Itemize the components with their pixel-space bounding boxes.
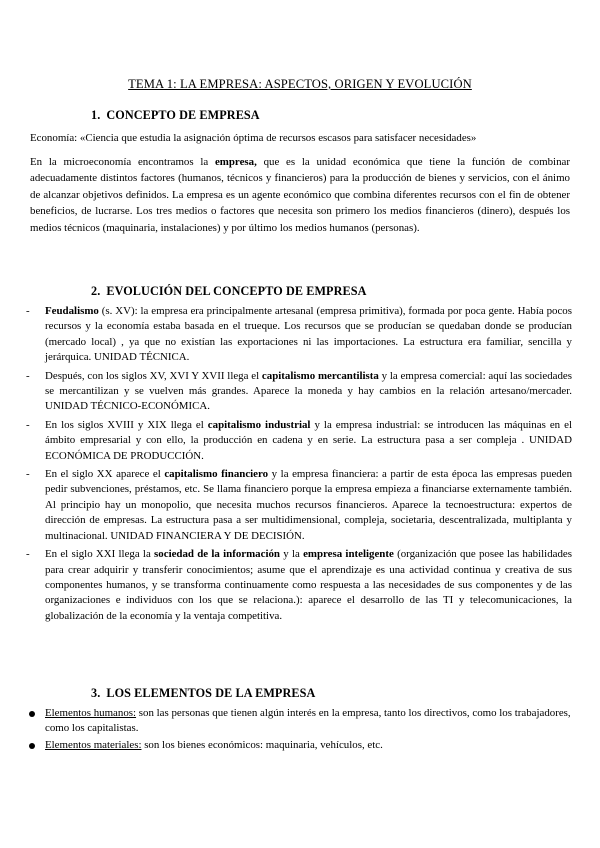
bullet-item-materiales [30, 738, 572, 753]
dash-marker: - [26, 369, 30, 382]
section-2-heading [91, 284, 367, 299]
bold-term: empresa inteligente [303, 548, 394, 561]
bold-term: capitalismo financiero [164, 468, 269, 481]
text-run: que es la unidad económica que tiene la función de combinar adecuadamente distintos factores (humanos, técnicos y financieros) para la producción de bienes y servicios, con el ánimo de alcanzar objetivos definidos. La empresa es un agente económico que combina diferentes recursos con el fin de obtener beneficios, de lucrarse. Los tres medios o factores que necesita son primero los medios financieros (dinero), después los medios técnicos (maquinaria, instalaciones) y por último los medios humanos (personas). [30, 156, 570, 234]
section-3-number: 3. [91, 686, 101, 700]
text-run: y la [279, 548, 304, 561]
elements-list [30, 706, 572, 753]
list-item-feudalismo [26, 304, 572, 366]
text-run: (organización que posee las habilidades para crear adquirir y transferir conocimientos; asume que el aprendizaje es una actividad continua y creativa de sus componentes humanos, y se transforma continuamente como respuesta a las necesidades de sus componentes y de las organizaciones e individuos con los que se relaciona.): aparece el desarrollo de las TI y telecomunicaciones, la globalización de la economía y la ventaja competitiva. [45, 548, 572, 622]
text-run: En los siglos XVIII y XIX llega el [45, 418, 208, 431]
list-item-industrial [26, 418, 572, 464]
text-run: son los bienes económicos: maquinaria, vehículos, etc. [141, 738, 383, 751]
text-run: En el siglo XXI llega la [45, 548, 155, 561]
dash-marker: - [26, 468, 30, 481]
section-3-title: LOS ELEMENTOS DE LA EMPRESA [106, 686, 316, 700]
list-item-sociedad-informacion [26, 547, 572, 624]
section-2-title: EVOLUCIÓN DEL CONCEPTO DE EMPRESA [106, 284, 367, 298]
bold-term: Feudalismo [45, 305, 99, 317]
text-run: y la empresa comercial: aquí las sociedades se mercantilizan y se vuelven más grandes. Aparece la moneda y hay cambios en la relación artesano/mercader. UNIDAD TÉCNICO-ECONÓMICA. [45, 369, 573, 413]
text-run: En el siglo XX aparece el [45, 468, 165, 481]
section-1-number: 1. [91, 108, 101, 122]
text-run: son las personas que tienen algún interés en la empresa, tanto los directivos, como los trabajadores, como los capitalistas. [45, 707, 571, 735]
section-2-number: 2. [91, 284, 101, 298]
text-run: (s. XV): la empresa era principalmente artesanal (empresa primitiva), formada por poca gente. Había pocos recursos y la economía estaba basada en el trueque. Los recursos que se producían se quedaban donde se producían (mercado local) , ya que no existían las exportaciones ni las importaciones. La estructura era familiar, sencilla y jerárquica. UNIDAD TÉCNICA. [45, 305, 572, 364]
bullet-icon [29, 743, 35, 749]
bold-term: sociedad de la información [154, 548, 280, 561]
empresa-paragraph [30, 154, 570, 236]
bullet-icon [29, 711, 35, 717]
underlined-term: Elementos materiales: [45, 738, 142, 751]
dash-marker: - [26, 548, 30, 561]
dash-marker: - [26, 305, 30, 317]
bold-term-empresa: empresa, [214, 156, 257, 168]
text-run: y la empresa industrial: se introducen las máquinas en el ámbito empresarial y con ello, la producción en cadena y en serie. La estructura pasa a ser compleja . UNIDAD ECONÓMICA DE PRODUCCIÓN. [45, 418, 572, 462]
dash-marker: - [26, 418, 30, 431]
underlined-term: Elementos humanos: [45, 707, 137, 719]
bold-term: capitalismo mercantilista [261, 369, 379, 382]
text-run: y la empresa financiera: a partir de esta época las empresas pueden pedir subvenciones, préstamos, etc. Se llama financiero porque la empresa empieza a financiarse externamente también. Al principio hay un monopolio, que necesita muchos recursos financieros. Aparece la tecnoestructura: expertos de dirección de empresas. La estructura pasa a ser multidimensional, compleja, societaria, descentralizada, multiplanta y multinacional. UNIDAD FINANCIERA Y DE DECISIÓN. [45, 468, 573, 542]
bullet-item-humanos [30, 706, 572, 737]
list-item-financiero [26, 467, 573, 544]
section-1-heading [91, 108, 260, 123]
text-run: En la microeconomía encontramos la [30, 156, 215, 168]
economia-definition: Economía: «Ciencia que estudia la asignación óptima de recursos escasos para satisfacer necesidades» [30, 132, 477, 144]
section-3-heading [91, 686, 315, 701]
bold-term: capitalismo industrial [207, 418, 311, 431]
text-run: Después, con los siglos XV, XVI Y XVII llega el [45, 369, 262, 382]
section-1-title: CONCEPTO DE EMPRESA [106, 108, 260, 122]
evolution-list [26, 304, 573, 624]
list-item-mercantilista [26, 369, 573, 415]
document-title: TEMA 1: LA EMPRESA: ASPECTOS, ORIGEN Y EVOLUCIÓN [128, 77, 472, 91]
